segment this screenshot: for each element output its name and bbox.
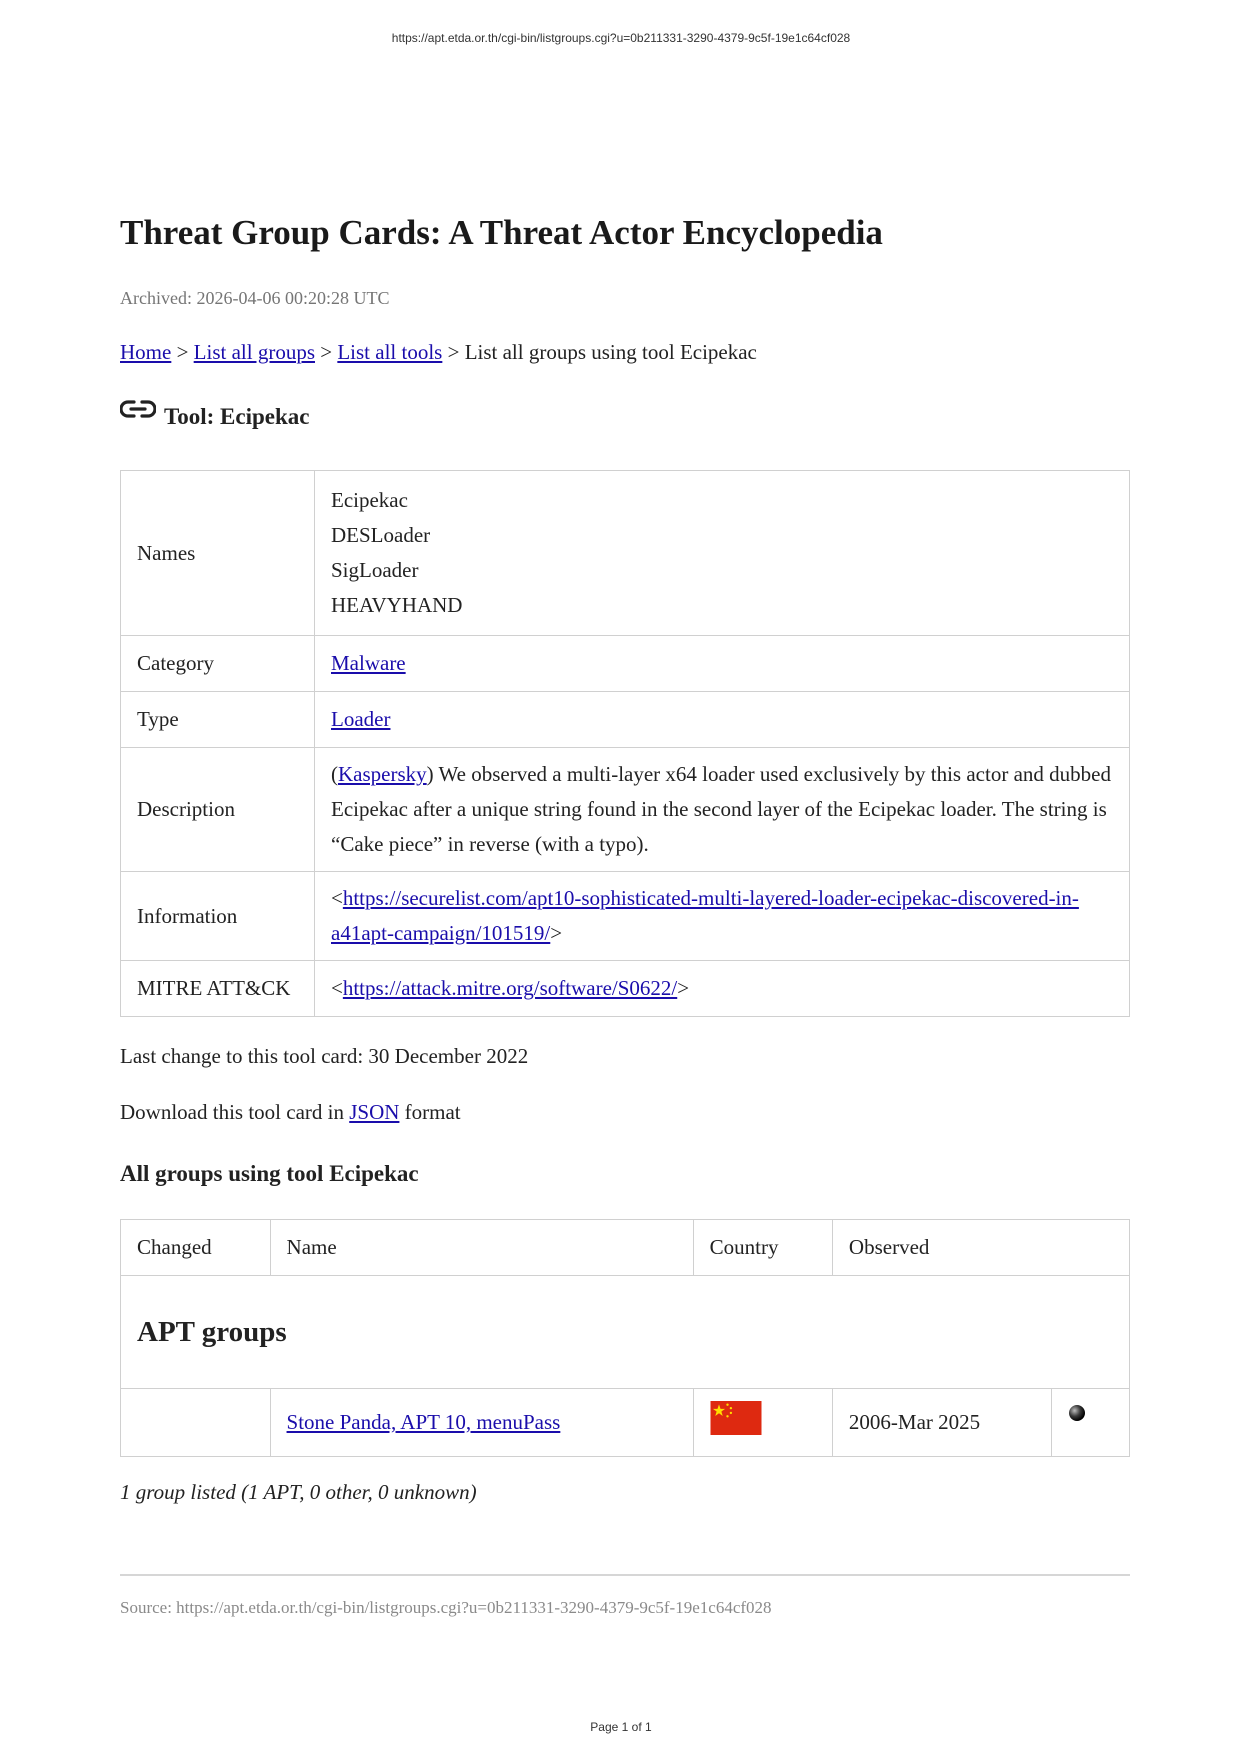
page-number: Page 1 of 1 <box>590 1720 652 1734</box>
tool-heading <box>120 404 309 430</box>
name-item: Ecipekac <box>331 488 408 512</box>
breadcrumb-separator: > <box>315 340 338 364</box>
groups-heading: All groups using tool Ecipekac <box>120 1161 419 1186</box>
mitre-link[interactable]: https://attack.mitre.org/software/S0622/ <box>342 976 678 1000</box>
angle-bracket: > <box>550 921 563 945</box>
mitre-value <box>315 961 1130 1017</box>
breadcrumb-separator: > <box>442 340 465 364</box>
information-label: Information <box>121 872 315 961</box>
description-label: Description <box>121 748 315 872</box>
tool-info-table <box>120 470 1130 1017</box>
divider <box>120 1574 1130 1576</box>
breadcrumb <box>120 340 757 365</box>
print-header-url: https://apt.etda.or.th/cgi-bin/listgroups.cgi?u=0b211331-3290-4379-9c5f-19e1c64cf028 <box>391 31 851 45</box>
type-link[interactable]: Loader <box>331 707 391 731</box>
table-row <box>121 471 1130 636</box>
information-link[interactable]: https://securelist.com/apt10-sophisticated-multi-layered-loader-ecipekac-discovered-in-a41apt-campaign/101519/ <box>331 886 1079 945</box>
name-item: HEAVYHAND <box>331 593 463 617</box>
description-text: ) We observed a multi-layer x64 loader used exclusively by this actor and dubbed Ecipekac after a unique string found in the second layer of the Ecipekac loader. The string is “Cake piece” in reverse (with a typo). <box>331 762 1111 856</box>
names-label: Names <box>121 471 315 636</box>
source-url: Source: https://apt.etda.or.th/cgi-bin/listgroups.cgi?u=0b211331-3290-4379-9c5f-19e1c64cf028 <box>120 1598 772 1617</box>
table-row <box>121 872 1130 961</box>
breadcrumb-separator: > <box>171 340 194 364</box>
table-row <box>121 748 1130 872</box>
country-cell <box>693 1389 832 1457</box>
type-label: Type <box>121 692 315 748</box>
json-download-link[interactable]: JSON <box>349 1100 400 1124</box>
changed-cell <box>121 1389 271 1457</box>
table-row <box>121 692 1130 748</box>
groups-table <box>120 1219 1130 1457</box>
description-source-link[interactable]: Kaspersky <box>338 762 427 786</box>
type-value <box>315 692 1130 748</box>
group-name-link[interactable]: Stone Panda, APT 10, menuPass <box>286 1410 561 1434</box>
section-row <box>121 1276 1130 1389</box>
archived-timestamp: Archived: 2026-04-06 00:20:28 UTC <box>120 288 390 308</box>
name-item: DESLoader <box>331 523 431 547</box>
download-text: Download this tool card in <box>120 1100 350 1124</box>
mitre-label: MITRE ATT&CK <box>121 961 315 1017</box>
names-value <box>315 471 1130 636</box>
china-flag-icon <box>710 1401 762 1435</box>
table-header-row <box>121 1220 1130 1276</box>
category-label: Category <box>121 636 315 692</box>
tool-heading-text: Tool: Ecipekac <box>164 404 310 429</box>
section-title: APT groups <box>121 1276 1130 1389</box>
column-header-name: Name <box>270 1220 693 1276</box>
status-dot-icon <box>1068 1404 1086 1422</box>
column-header-changed: Changed <box>121 1220 271 1276</box>
last-change-text: Last change to this tool card: 30 December 2022 <box>120 1044 529 1068</box>
page-title: Threat Group Cards: A Threat Actor Encyclopedia <box>120 213 883 252</box>
breadcrumb-current: List all groups using tool Ecipekac <box>464 340 757 364</box>
angle-bracket: < <box>331 976 343 1000</box>
breadcrumb-tools-link[interactable]: List all tools <box>337 340 443 364</box>
name-cell <box>270 1389 693 1457</box>
column-header-observed: Observed <box>832 1220 1129 1276</box>
column-header-country: Country <box>693 1220 832 1276</box>
description-value <box>315 748 1130 872</box>
information-value <box>315 872 1130 961</box>
observed-cell: 2006-Mar 2025 <box>832 1389 1051 1457</box>
angle-bracket: > <box>677 976 690 1000</box>
status-cell <box>1052 1389 1130 1457</box>
angle-bracket: < <box>331 886 343 910</box>
name-item: SigLoader <box>331 558 419 582</box>
table-row <box>121 636 1130 692</box>
category-link[interactable]: Malware <box>331 651 406 675</box>
table-row <box>121 1389 1130 1457</box>
download-text: format <box>399 1100 461 1124</box>
link-icon <box>120 397 156 421</box>
category-value <box>315 636 1130 692</box>
paren: ( <box>331 762 338 786</box>
breadcrumb-home-link[interactable]: Home <box>120 340 172 364</box>
breadcrumb-groups-link[interactable]: List all groups <box>193 340 315 364</box>
table-row <box>121 961 1130 1017</box>
groups-summary: 1 group listed (1 APT, 0 other, 0 unknown) <box>120 1480 477 1504</box>
download-line <box>120 1100 461 1125</box>
